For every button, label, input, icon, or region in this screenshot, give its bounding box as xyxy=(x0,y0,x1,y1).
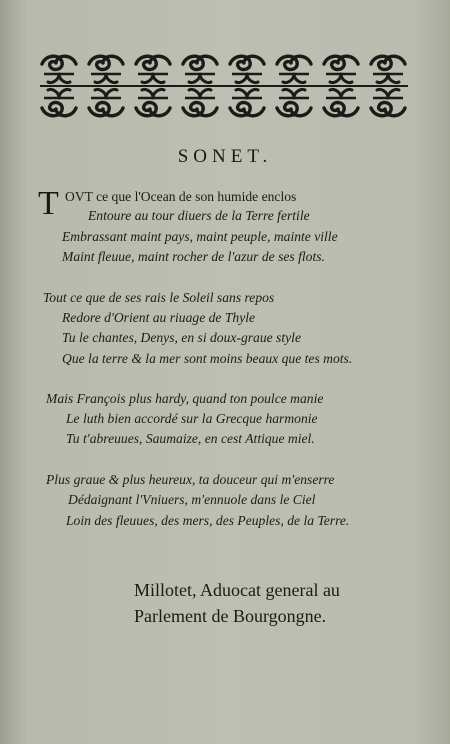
poem-title: SONET. xyxy=(177,146,273,167)
verse-line: Loin des fleuues, des mers, des Peuples, de la Terre. xyxy=(66,513,350,528)
fleuron-headpiece-ornament xyxy=(36,48,412,124)
verse-line: Le luth bien accordé sur la Grecque harmonie xyxy=(66,411,318,426)
signature-line-1: Millotet, Aduocat general au xyxy=(134,580,340,600)
verse-line: Tu le chantes, Denys, en si doux-graue style xyxy=(62,330,301,345)
verse-line: Redore d'Orient au riuage de Thyle xyxy=(62,310,256,325)
verse-line: Tu t'abreuues, Saumaize, en cest Attique miel. xyxy=(66,431,315,446)
verse-line: Maint fleuue, maint rocher de l'azur de ses flots. xyxy=(62,249,325,264)
verse-line: Entoure au tour diuers de la Terre fertile xyxy=(88,208,310,223)
verse-line: Dédaignant l'Vniuers, m'ennuole dans le Ciel xyxy=(68,492,316,507)
verse-line: Mais François plus hardy, quand ton poulce manie xyxy=(46,391,324,406)
verse-line: Tout ce que de ses rais le Soleil sans repos xyxy=(43,290,275,305)
drop-capital: T xyxy=(38,185,59,222)
verse-line: Que la terre & la mer sont moins beaux que tes mots. xyxy=(62,351,353,366)
verse-line: Embrassant maint pays, maint peuple, mainte ville xyxy=(62,229,338,244)
verse-line: OVT ce que l'Ocean de son humide enclos xyxy=(65,189,297,204)
signature-line-2: Parlement de Bourgongne. xyxy=(134,606,327,626)
verse-line: Plus graue & plus heureux, ta douceur qui m'enserre xyxy=(46,472,335,487)
